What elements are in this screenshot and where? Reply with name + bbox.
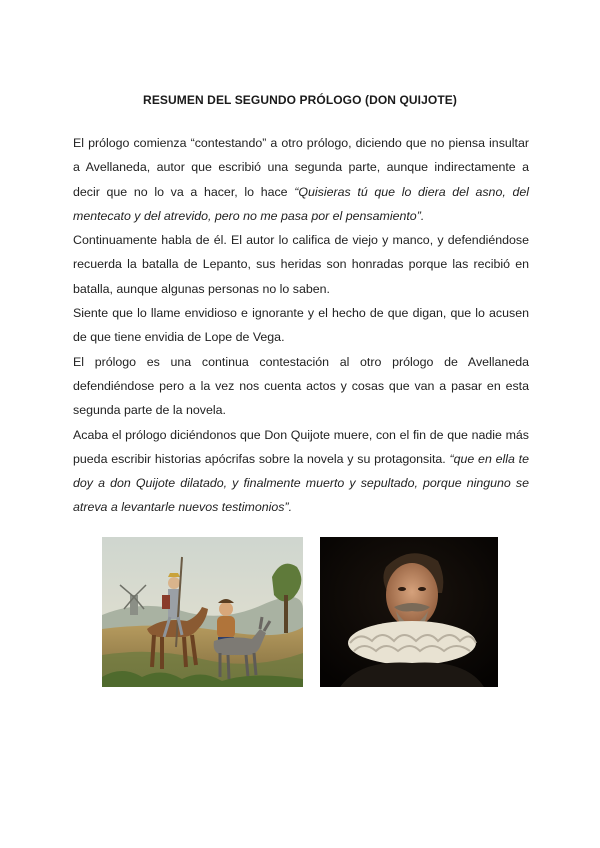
paragraph-5 — [73, 423, 529, 520]
paragraph-1-quote: “Quisieras tú que lo diera del asno, del mentecato y del atrevido, pero no me pasa por el pensamiento”. — [73, 184, 529, 223]
document-title: RESUMEN DEL SEGUNDO PRÓLOGO (DON QUIJOTE) — [143, 93, 457, 107]
paragraph-4: El prólogo es una continua contestación al otro prólogo de Avellaneda defendiéndose pero a la vez nos cuenta actos y cosas que van a pasar en esta segunda parte de la novela. — [73, 354, 529, 418]
paragraph-1 — [73, 131, 529, 228]
cervantes-portrait — [320, 537, 498, 687]
don-quijote-sancho-illustration — [102, 537, 303, 687]
paragraph-5-text: Acaba el prólogo diciéndonos que Don Quijote muere, con el fin de que nadie más pueda escribir historias apócrifas sobre la novela y su protagonsita. — [73, 427, 529, 466]
paragraph-3: Siente que lo llame envidioso e ignorante y el hecho de que digan, que lo acusen de que tiene envidia de Lope de Vega. — [73, 306, 529, 345]
paragraph-2: Continuamente habla de él. El autor lo califica de viejo y manco, y defendiéndose recuerda la batalla de Lepanto, sus heridas son honradas porque las recibió en batalla, aunque algunas personas no lo saben. — [73, 233, 529, 296]
paragraph-5-quote: “que en ella te doy a don Quijote dilatado, y finalmente muerto y sepultado, porque ninguno se atreva a levantarle nuevos testimonios”. — [73, 451, 529, 515]
document-body — [73, 131, 529, 520]
paragraph-1-text: El prólogo comienza “contestando” a otro prólogo, diciendo que no piensa insultar a Avellaneda, autor que escribió una segunda parte, aunque indirectamente a decir que no lo va a hacer, lo hace — [73, 136, 529, 199]
